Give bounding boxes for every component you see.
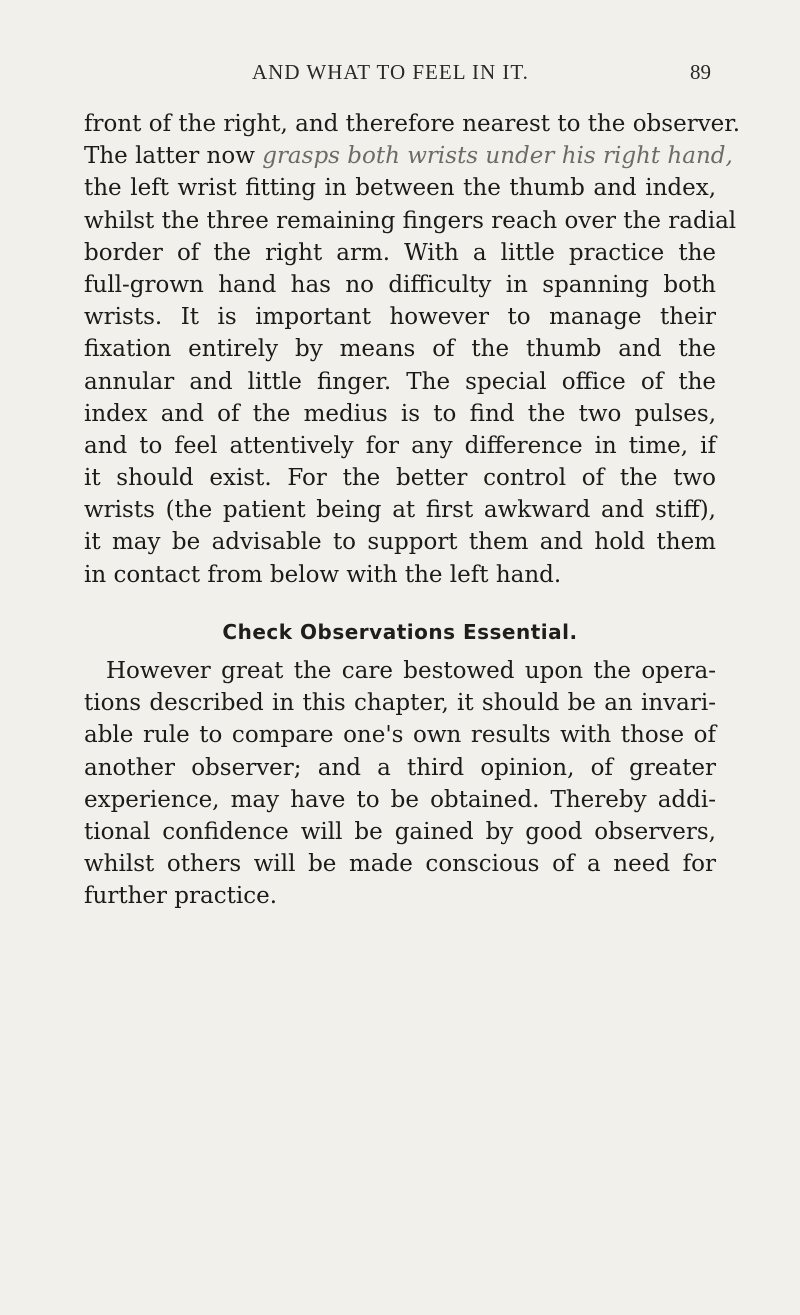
text-line: it may be advisable to support them and hold them [84,529,716,556]
text-line: able rule to compare one's own results with those of [84,722,716,749]
text-line: it should exist. For the better control of the two [84,465,716,492]
text-line: wrists. It is important however to manage their [84,304,716,331]
italic-emphasis: grasps both wrists under his right hand, [262,143,733,170]
section-heading: Check Observations Essential. [222,620,578,644]
text-line: whilst the three remaining fingers reach over the radial [84,207,737,234]
text-line: whilst others will be made conscious of a need for [84,851,716,878]
text-line: in contact from below with the left hand. [84,561,562,588]
text-line: another observer; and a third opinion, of greater [84,754,716,781]
paragraph-pulse-grasp [84,108,741,591]
running-title: AND WHAT TO FEEL IN IT. [252,60,529,84]
text-line-start: The latter now [84,143,263,170]
running-head [0,60,800,90]
page-number: 89 [690,60,711,84]
text-line: further practice. [84,883,278,910]
text-line: tional confidence will be gained by good observers, [84,818,716,845]
text-line: experience, may have to be obtained. Thereby addi- [84,786,716,813]
text-line: front of the right, and therefore nearest to the observer. [84,111,741,137]
text-line: However great the care bestowed upon the opera- [106,658,716,684]
text-line: fixation entirely by means of the thumb and the [84,336,716,363]
text-line: full-grown hand has no difficulty in spanning both [84,271,716,298]
text-line: the left wrist fitting in between the thumb and index, [84,175,716,202]
paragraph-check-observations [84,655,716,913]
text-line: tions described in this chapter, it should be an invari- [84,690,716,717]
text-line: index and of the medius is to find the two pulses, [84,400,716,427]
text-line: border of the right arm. With a little practice the [84,239,716,266]
text-line: wrists (the patient being at first awkward and stiff), [84,497,716,524]
text-line [84,140,733,172]
text-line: and to feel attentively for any difference in time, if [84,432,716,459]
text-line: annular and little finger. The special office of the [84,368,716,395]
